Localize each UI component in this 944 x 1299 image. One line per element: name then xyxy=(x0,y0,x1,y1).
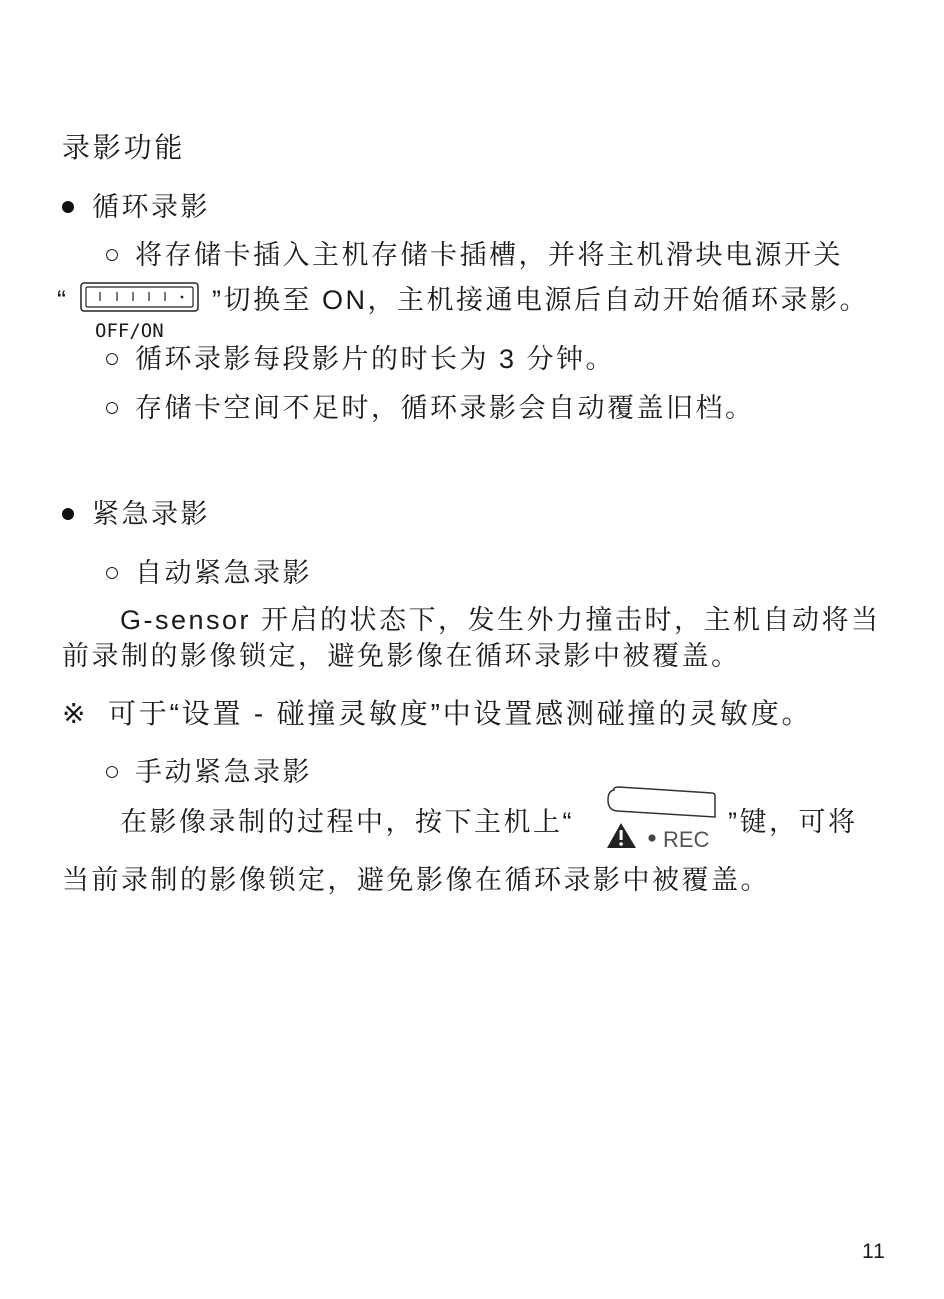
auto-emergency-line1: G-sensor 开启的状态下，发生外力撞击时，主机自动将当 xyxy=(120,605,881,635)
switch-off-on-label: OFF/ON xyxy=(95,320,164,342)
hollow-bullet-icon xyxy=(106,402,118,414)
loop-item2: 循环录影每段影片的时长为 3 分钟。 xyxy=(135,344,616,374)
loop-item1-line1: 将存储卡插入主机存储卡插槽，并将主机滑块电源开关 xyxy=(135,240,843,270)
filled-bullet-icon xyxy=(62,508,74,520)
loop-item1-line2: ”切换至 ON，主机接通电源后自动开始循环录影。 xyxy=(212,285,869,315)
section-title-loop-recording: 循环录影 xyxy=(92,192,210,222)
manual-emergency-line2: 当前录制的影像锁定，避免影像在循环录影中被覆盖。 xyxy=(62,865,770,895)
loop-item1-open-quote: “ xyxy=(57,285,69,315)
hollow-bullet-icon xyxy=(106,766,118,778)
rec-dot-icon xyxy=(648,834,655,841)
manual-emergency-title: 手动紧急录影 xyxy=(135,757,312,787)
loop-item3: 存储卡空间不足时，循环录影会自动覆盖旧档。 xyxy=(135,393,755,423)
auto-emergency-title: 自动紧急录影 xyxy=(135,558,312,588)
hollow-bullet-icon xyxy=(106,567,118,579)
manual-emergency-line1-before: 在影像录制的过程中，按下主机上“ xyxy=(120,807,574,837)
hollow-bullet-icon xyxy=(106,249,118,261)
manual-emergency-line1-after: ”键，可将 xyxy=(728,807,858,837)
page-heading: 录影功能 xyxy=(62,132,186,163)
section-title-emergency-recording: 紧急录影 xyxy=(92,499,210,529)
note-text: 可于“设置 - 碰撞灵敏度”中设置感测碰撞的灵敏度。 xyxy=(108,698,813,729)
warning-icon xyxy=(607,823,636,848)
slide-switch-icon xyxy=(80,282,200,313)
filled-bullet-icon xyxy=(62,201,74,213)
page-number: 11 xyxy=(862,1240,886,1263)
rec-button-label: REC xyxy=(663,827,710,852)
note-mark: ※ xyxy=(62,698,89,729)
auto-emergency-line2: 前录制的影像锁定，避免影像在循环录影中被覆盖。 xyxy=(62,641,741,671)
hollow-bullet-icon xyxy=(106,353,118,365)
